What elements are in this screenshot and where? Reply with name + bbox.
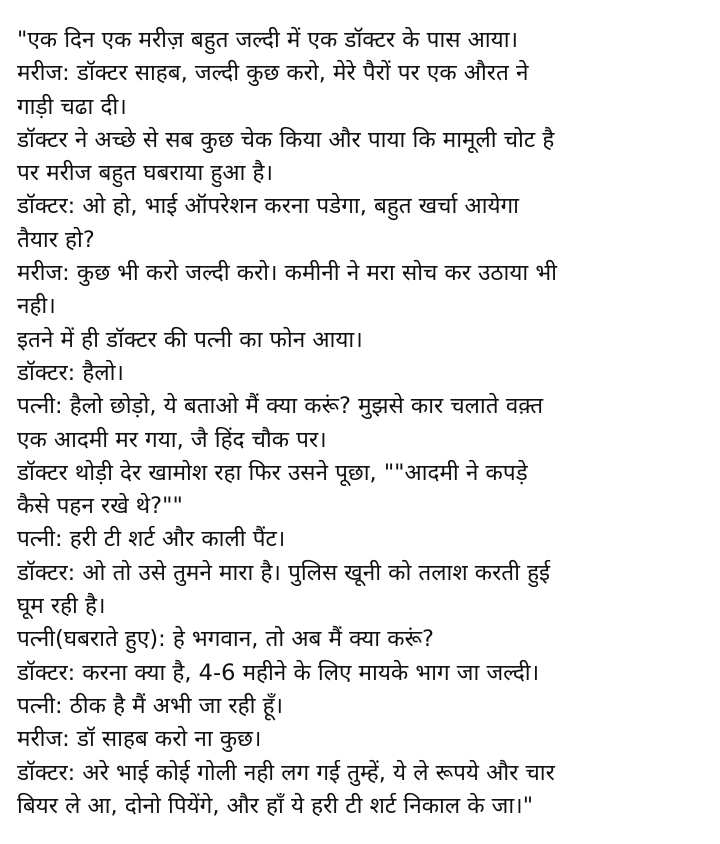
text-line: पत्नी: हरी टी शर्ट और काली पैंट। <box>17 526 286 553</box>
text-line: पर मरीज बहुत घबराया हुआ है। <box>17 160 274 187</box>
text-line: डॉक्टर: ओ हो, भाई ऑपरेशन करना पडेगा, बहुत खर्चा आयेगा <box>17 193 519 220</box>
text-line: नही। <box>17 293 56 320</box>
text-line: डॉक्टर: अरे भाई कोई गोली नही लग गई तुम्हें, ये ले रूपये और चार <box>17 759 555 786</box>
text-line: डॉक्टर: हैलो। <box>17 359 124 386</box>
text-line: "एक दिन एक मरीज़ बहुत जल्दी में एक डॉक्टर के पास आया। <box>17 27 519 53</box>
text-line: डॉक्टर थोड़ी देर खामोश रहा फिर उसने पूछा, ""आदमी ने कपड़े <box>17 459 528 486</box>
text-line: पत्नी(घबराते हुए): हे भगवान, तो अब मैं क्या करूं? <box>17 626 434 653</box>
text-line: डॉक्टर: ओ तो उसे तुमने मारा है। पुलिस खूनी को तलाश करती हुई <box>17 559 551 586</box>
text-line: पत्नी: ठीक है मैं अभी जा रही हूँ। <box>17 692 284 719</box>
text-line: बियर ले आ, दोनो पियेंगे, और हाँ ये हरी टी शर्ट निकाल के जा।" <box>17 792 534 819</box>
text-line: एक आदमी मर गया, जै हिंद चौक पर। <box>17 426 327 453</box>
text-line: डॉक्टर ने अच्छे से सब कुछ चेक किया और पाया कि मामूली चोट है <box>17 126 555 153</box>
text-line: मरीज: डॉक्टर साहब, जल्दी कुछ करो, मेरे पैरों पर एक औरत ने <box>17 60 529 87</box>
text-line: इतने में ही डॉक्टर की पत्नी का फोन आया। <box>17 326 363 353</box>
text-line: पत्नी: हैलो छोड़ो, ये बताओ मैं क्या करूं? मुझसे कार चलाते वक़्त <box>17 393 544 420</box>
text-line: तैयार हो? <box>17 226 95 253</box>
text-line: डॉक्टर: करना क्या है, 4-6 महीने के लिए मायके भाग जा जल्दी। <box>17 659 540 686</box>
text-line: कैसे पहन रखे थे?"" <box>17 493 183 520</box>
text-line: मरीज: कुछ भी करो जल्दी करो। कमीनी ने मरा सोच कर उठाया भी <box>17 260 558 287</box>
text-line: घूम रही है। <box>17 593 106 620</box>
text-line: मरीज: डॉ साहब करो ना कुछ। <box>17 726 262 753</box>
text-line: गाड़ी चढा दी। <box>17 93 127 120</box>
